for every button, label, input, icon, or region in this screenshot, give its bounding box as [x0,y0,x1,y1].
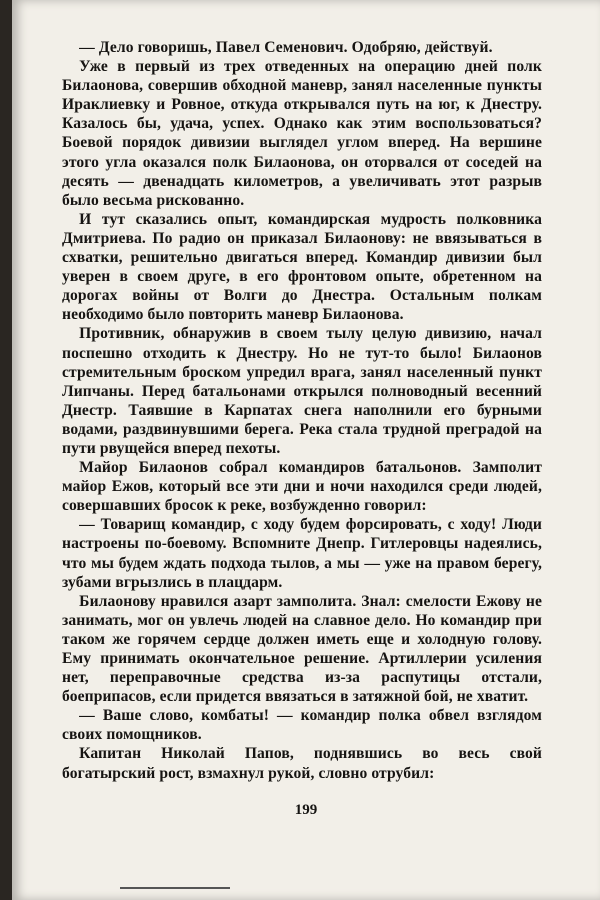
paragraph: — Товарищ командир, с ходу будем форсировать, с ходу! Люди настроены по-боевому. Вспомните Днепр. Гитлеровцы надеялись, что мы будем ждать подхода тылов, а мы — уже на правом берегу, зубами вгрызлись в плацдарм. [62,516,542,591]
paragraph: — Ваше слово, комбаты! — командир полка обвел взглядом своих помощников. [62,707,542,744]
bottom-rule [120,887,230,889]
paragraph: Противник, обнаружив в своем тылу целую дивизию, начал поспешно отходить к Днестру. Но не тут-то было! Билаонов стремительным броском упредил врага, занял населенный пункт Липчаны. Перед батальонами открылся полноводный весенний Днестр. Таявшие в Карпатах снега наполнили его бурными водами, раздвинувшими берега. Река стала трудной преградой на пути рвущейся вперед пехоты. [62,325,542,457]
paragraph: — Дело говоришь, Павел Семенович. Одобряю, действуй. [79,39,493,56]
paragraph: Билаонову нравился азарт замполита. Знал: смелости Ежову не занимать, мог он увлечь людей на славное дело. Но командир при таком же горячем сердце должен иметь еще и холодную голову. Ему принимать окончательное решение. Артиллерии усиления нет, переправочные средства из-за распутицы отстали, боеприпасов, если придется ввязаться в затяжной бой, не хватит. [62,592,542,706]
paragraph: Майор Билаонов собрал командиров батальонов. Замполит майор Ежов, который все эти дни и ночи находился среди людей, совершавших бросок к реке, возбужденно говорил: [62,459,542,515]
paragraph: Капитан Николай Папов, поднявшись во весь свой богатырский рост, взмахнул рукой, словно отрубил: [62,745,542,782]
paragraph: Уже в первый из трех отведенных на операцию дней полк Билаонова, совершив обходной маневр, занял населенные пункты Ираклиевку и Ровное, откуда открывался путь на юг, к Днестру. Казалось бы, удача, успех. Однако как этим воспользоваться? Боевой порядок дивизии выглядел углом вперед. На вершине этого угла оказался полк Билаонова, он оторвался от соседей на десять — двенадцать километров, а увеличивать этот разрыв было весьма рискованно. [62,58,542,209]
book-page [12,0,600,900]
page-number: 199 [294,802,318,818]
page-text [62,38,542,783]
paragraph: И тут сказались опыт, командирская мудрость полковника Дмитриева. По радио он приказал Билаонову: не ввязываться в схватки, решительно двигаться вперед. Командир дивизии был уверен в своем друге, в его фронтовом опыте, обретенном на дорогах войны от Волги до Днестра. Остальным полкам необходимо было повторить маневр Билаонова. [62,210,542,324]
